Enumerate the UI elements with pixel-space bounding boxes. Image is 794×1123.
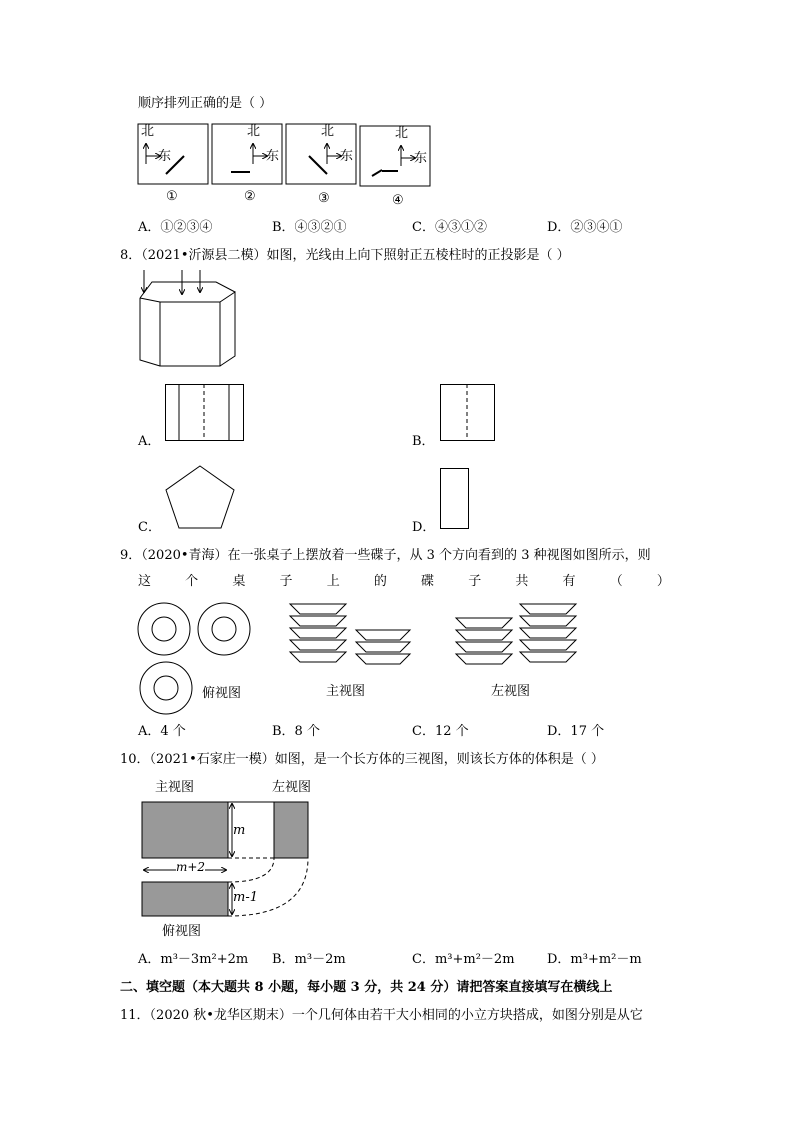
q10-option-d: D．m³+m²－m (547, 952, 642, 967)
q7-option-b: B．④③②① (272, 220, 347, 235)
q10-label-left-view: 左视图 (272, 780, 312, 795)
q7-option-d: D．②③④① (547, 220, 623, 235)
q7-stem: 顺序排列正确的是（ ） (138, 96, 273, 111)
section-2-heading: 二、填空题（本大题共 8 小题，每小题 3 分，共 24 分）请把答案直接填写在横线上 (120, 980, 613, 995)
box4-north: 北 (395, 126, 409, 141)
option-b-figure (440, 384, 496, 442)
dim-m-minus-1: m-1 (233, 890, 258, 905)
q9-stem-line2: 这 个 桌 子 上 的 碟 子 共 有 （ ） (138, 574, 670, 589)
q9-option-d: D．17 个 (547, 724, 605, 739)
box4-east: 东 (414, 151, 428, 166)
q9-stem-line1: 9．（2020•青海）在一张桌子上摆放着一些碟子，从 3 个方向看到的 3 种视图如图所示，则 (120, 548, 651, 563)
q10-option-b: B．m³－2m (272, 952, 346, 967)
option-d-figure (440, 468, 470, 530)
q9-option-a: A．4 个 (138, 724, 186, 739)
plates-top-view (136, 600, 256, 720)
q10-stem: 10．（2021•石家庄一模）如图，是一个长方体的三视图，则该长方体的体积是（ ） (120, 752, 604, 767)
q8-option-b: B． (412, 434, 435, 449)
box3-east: 东 (340, 149, 354, 164)
box1-east: 东 (158, 149, 172, 164)
plates-front-view (290, 604, 420, 674)
dim-m-plus-2: m+2 (176, 860, 206, 874)
dim-m: m (233, 823, 246, 838)
q10-option-c: C．m³+m²－2m (412, 952, 515, 967)
box3-north: 北 (321, 124, 335, 139)
box4-label: ④ (392, 193, 404, 208)
q7-option-a: A．①②③④ (138, 220, 213, 235)
q9-label-left-view: 左视图 (491, 684, 531, 699)
option-a-figure (165, 384, 245, 442)
pentagonal-prism-figure (138, 268, 238, 368)
plates-left-view (456, 604, 586, 674)
q10-label-front-view: 主视图 (155, 780, 195, 795)
option-c-figure (164, 464, 236, 530)
box2-east: 东 (266, 149, 280, 164)
q10-option-a: A．m³－3m²+2m (138, 952, 249, 967)
q7-option-c: C．④③①② (412, 220, 487, 235)
box1-label: ① (166, 189, 178, 204)
q11-stem: 11．（2020 秋•龙华区期末）一个几何体由若干大小相同的小立方块搭成，如图分别是从它 (120, 1008, 643, 1023)
q8-stem: 8．（2021•沂源县二模）如图，光线由上向下照射正五棱柱时的正投影是（ ） (120, 248, 570, 263)
q9-label-top-view: 俯视图 (202, 686, 242, 701)
q8-option-a: A． (138, 434, 161, 449)
q8-option-d: D． (412, 520, 436, 535)
box2-north: 北 (247, 124, 261, 139)
box3-label: ③ (318, 191, 330, 206)
q9-label-front-view: 主视图 (326, 684, 366, 699)
box1-north: 北 (141, 124, 155, 139)
q8-option-c: C． (138, 520, 161, 535)
q10-label-top-view: 俯视图 (162, 924, 202, 939)
box2-label: ② (244, 189, 256, 204)
q9-option-b: B．8 个 (272, 724, 320, 739)
q9-option-c: C．12 个 (412, 724, 469, 739)
